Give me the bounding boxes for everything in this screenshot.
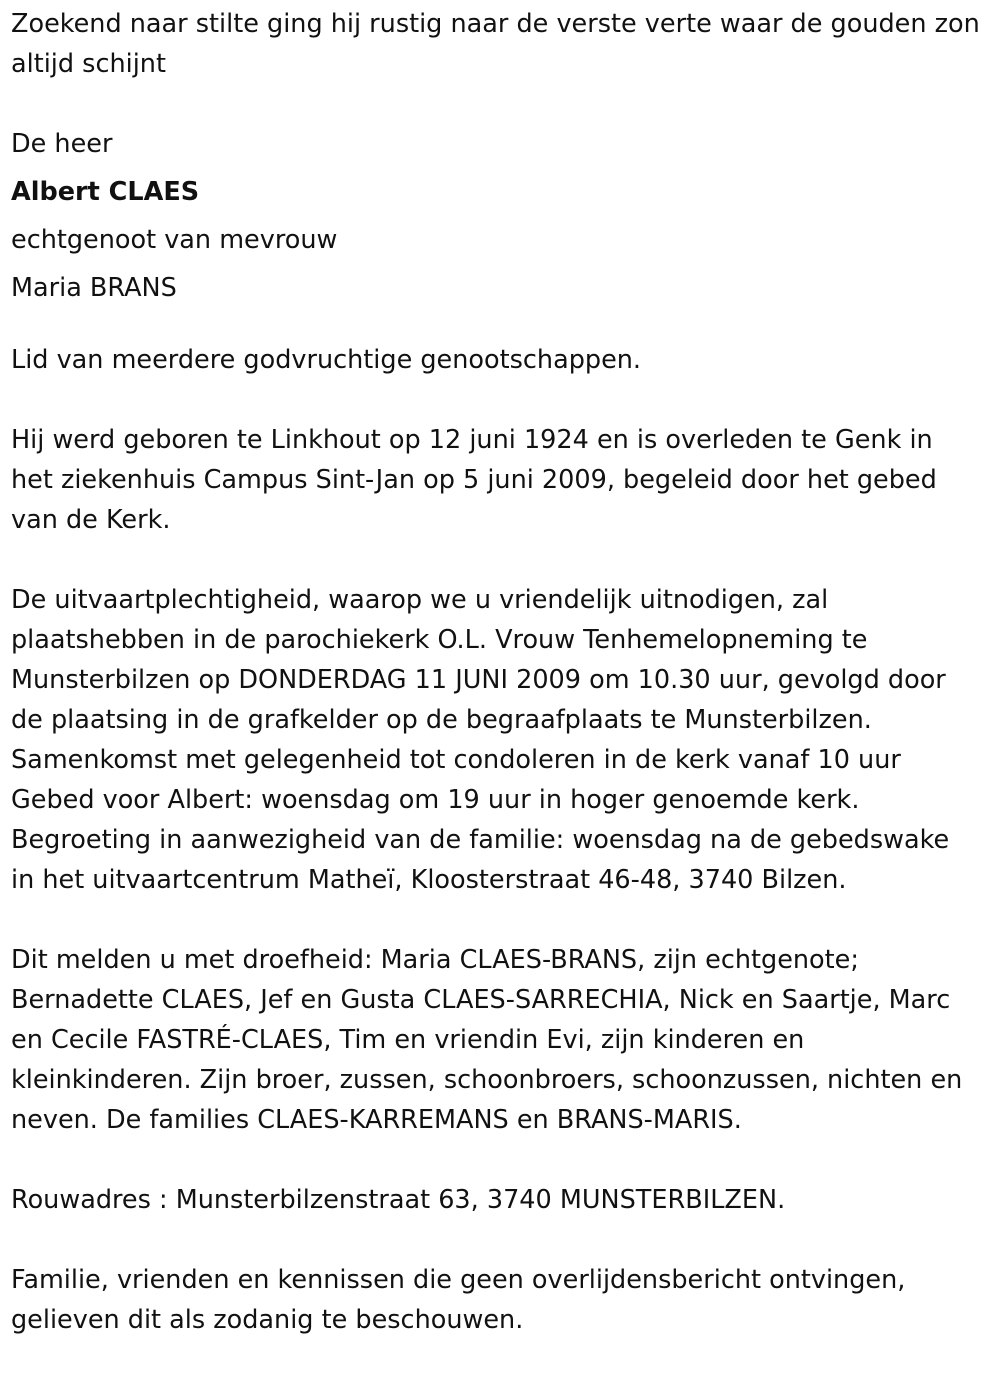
announcers-line: neven. De families CLAES-KARREMANS en BRANS-MARIS. — [11, 1105, 742, 1135]
opening-verse-text: Zoekend naar stilte ging hij rustig naar de verste verte waar de gouden zon altijd schijnt — [11, 9, 980, 79]
announcers-line: Bernadette CLAES, Jef en Gusta CLAES-SARRECHIA, Nick en Saartje, Marc — [11, 985, 951, 1015]
announcers-paragraph — [11, 940, 993, 1140]
spouse-relation: echtgenoot van mevrouw — [11, 225, 338, 255]
obituary-document — [11, 4, 993, 1380]
title-prefix: De heer — [11, 129, 113, 159]
deceased-block — [11, 120, 993, 312]
membership-text: Lid van meerdere godvruchtige genootschappen. — [11, 345, 642, 375]
opening-verse — [11, 4, 993, 84]
ceremony-paragraph — [11, 580, 993, 900]
closing-line: gelieven dit als zodanig te beschouwen. — [11, 1305, 524, 1335]
ceremony-line: Gebed voor Albert: woensdag om 19 uur in hoger genoemde kerk. — [11, 785, 860, 815]
birth-death-line: van de Kerk. — [11, 505, 171, 535]
birth-death-line: het ziekenhuis Campus Sint-Jan op 5 juni 2009, begeleid door het gebed — [11, 465, 937, 495]
ceremony-line: Begroeting in aanwezigheid van de familie: woensdag na de gebedswake — [11, 825, 950, 855]
closing-paragraph — [11, 1260, 993, 1340]
ceremony-line: De uitvaartplechtigheid, waarop we u vriendelijk uitnodigen, zal — [11, 585, 829, 615]
ceremony-line: in het uitvaartcentrum Matheï, Kloosterstraat 46-48, 3740 Bilzen. — [11, 865, 847, 895]
ceremony-line: de plaatsing in de grafkelder op de begraafplaats te Munsterbilzen. — [11, 705, 872, 735]
deceased-name: Albert CLAES — [11, 177, 200, 207]
mourning-address: Rouwadres : Munsterbilzenstraat 63, 3740 MUNSTERBILZEN. — [11, 1185, 786, 1215]
ceremony-line: Munsterbilzen op DONDERDAG 11 JUNI 2009 om 10.30 uur, gevolgd door — [11, 665, 946, 695]
announcers-line: Dit melden u met droefheid: Maria CLAES-BRANS, zijn echtgenote; — [11, 945, 859, 975]
announcers-line: en Cecile FASTRÉ-CLAES, Tim en vriendin Evi, zijn kinderen en — [11, 1025, 805, 1055]
birth-death-paragraph — [11, 420, 993, 540]
ceremony-line: plaatshebben in de parochiekerk O.L. Vrouw Tenhemelopneming te — [11, 625, 868, 655]
ceremony-line: Samenkomst met gelegenheid tot condoleren in de kerk vanaf 10 uur — [11, 745, 901, 775]
birth-death-line: Hij werd geboren te Linkhout op 12 juni 1924 en is overleden te Genk in — [11, 425, 933, 455]
membership-paragraph — [11, 340, 993, 380]
spouse-name: Maria BRANS — [11, 273, 177, 303]
closing-line: Familie, vrienden en kennissen die geen overlijdensbericht ontvingen, — [11, 1265, 906, 1295]
mourning-address-paragraph — [11, 1180, 993, 1220]
announcers-line: kleinkinderen. Zijn broer, zussen, schoonbroers, schoonzussen, nichten en — [11, 1065, 963, 1095]
